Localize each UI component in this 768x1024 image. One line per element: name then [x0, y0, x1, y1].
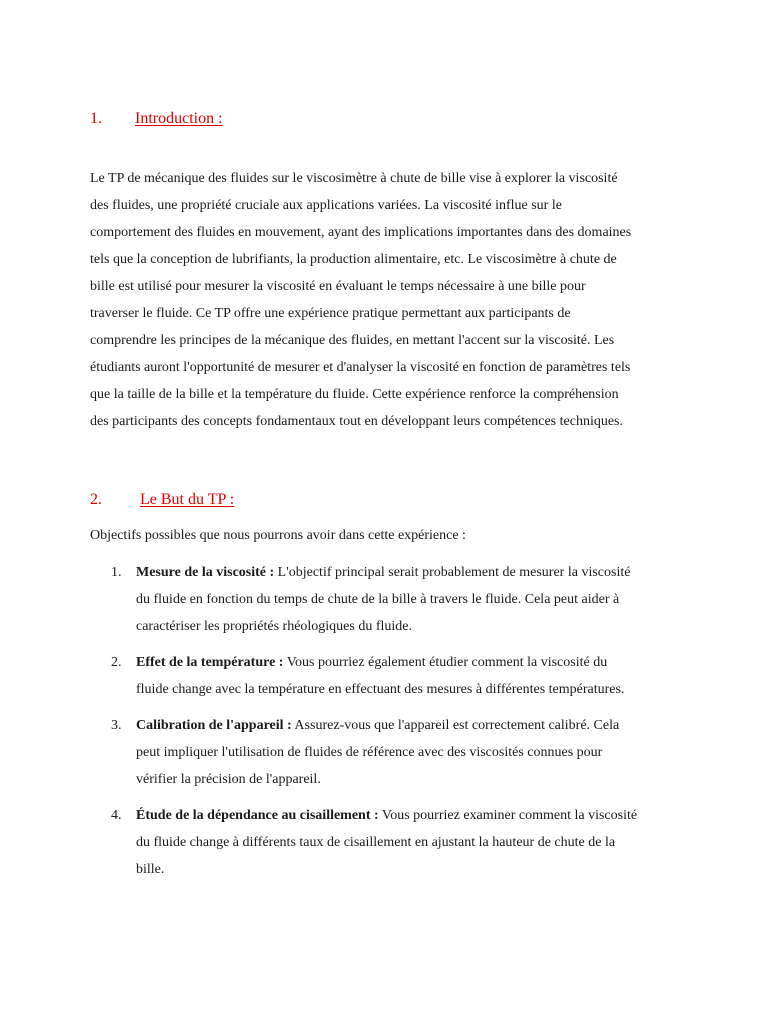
list-item-line: fluide change avec la température en effectuant des mesures à différentes températures.: [136, 682, 625, 697]
paragraph-line: Le TP de mécanique des fluides sur le viscosimètre à chute de bille vise à explorer la viscosité: [90, 171, 618, 186]
list-item-first-line: [136, 802, 696, 829]
section-heading-goal: [90, 491, 235, 509]
section-number: 1.: [90, 110, 102, 127]
paragraph-line: tels que la conception de lubrifiants, la production alimentaire, etc. Le viscosimètre à chute de: [90, 252, 617, 267]
paragraph-line: étudiants auront l'opportunité de mesurer et d'analyser la viscosité en fonction de paramètres tels: [90, 360, 631, 375]
list-item-line: bille.: [136, 862, 165, 877]
list-item-body: [136, 559, 696, 640]
list-item-term: Calibration de l'appareil :: [136, 718, 292, 733]
list-marker: 2.: [111, 655, 122, 670]
list-item-text: L'objectif principal serait probablement de mesurer la viscosité: [274, 565, 631, 580]
paragraph-line: comprendre les principes de la mécanique des fluides, en mettant l'accent sur la viscosité. Les: [90, 333, 615, 348]
list-item-body: [136, 802, 696, 883]
section-title: Le But du TP :: [140, 491, 235, 508]
list-item-text: Vous pourriez également étudier comment la viscosité du: [283, 655, 608, 670]
list-item-body: [136, 712, 696, 793]
list-marker: 1.: [111, 565, 122, 580]
list-item-term: Effet de la température :: [136, 655, 284, 670]
paragraph-line: des fluides, une propriété cruciale aux applications variées. La viscosité influe sur le: [90, 198, 562, 213]
paragraph-line: que la taille de la bille et la température du fluide. Cette expérience renforce la compréhension: [90, 387, 619, 402]
list-item-text: Assurez-vous que l'appareil est correctement calibré. Cela: [291, 718, 620, 733]
list-item-line: du fluide change à différents taux de cisaillement en ajustant la hauteur de chute de la: [136, 835, 616, 850]
section-title: Introduction :: [135, 110, 223, 127]
list-item-line: peut impliquer l'utilisation de fluides de référence avec des viscosités connues pour: [136, 745, 603, 760]
list-item-first-line: [136, 559, 696, 586]
paragraph-line: Objectifs possibles que nous pourrons avoir dans cette expérience :: [90, 528, 466, 543]
paragraph-line: des participants des concepts fondamentaux tout en développant leurs compétences techniques.: [90, 414, 623, 429]
section-number: 2.: [90, 491, 102, 508]
list-item-term: Mesure de la viscosité :: [136, 565, 275, 580]
list-marker: 3.: [111, 718, 122, 733]
list-item-line: caractériser les propriétés rhéologiques du fluide.: [136, 619, 413, 634]
list-item-first-line: [136, 712, 696, 739]
list-item-body: [136, 649, 696, 703]
paragraph-line: comportement des fluides en mouvement, ayant des implications importantes dans des domaines: [90, 225, 632, 240]
list-item-first-line: [136, 649, 696, 676]
list-item-line: vérifier la précision de l'appareil.: [136, 772, 321, 787]
introduction-paragraph: [90, 165, 690, 435]
objectives-intro: [90, 522, 690, 549]
list-item-text: Vous pourriez examiner comment la viscosité: [378, 808, 638, 823]
paragraph-line: traverser le fluide. Ce TP offre une expérience pratique permettant aux participants de: [90, 306, 571, 321]
paragraph-line: bille est utilisé pour mesurer la viscosité en évaluant le temps nécessaire à une bille pour: [90, 279, 586, 294]
list-item-line: du fluide en fonction du temps de chute de la bille à travers le fluide. Cela peut aider à: [136, 592, 620, 607]
list-marker: 4.: [111, 808, 122, 823]
list-item-term: Étude de la dépendance au cisaillement :: [136, 808, 379, 823]
section-heading-introduction: [90, 110, 223, 128]
